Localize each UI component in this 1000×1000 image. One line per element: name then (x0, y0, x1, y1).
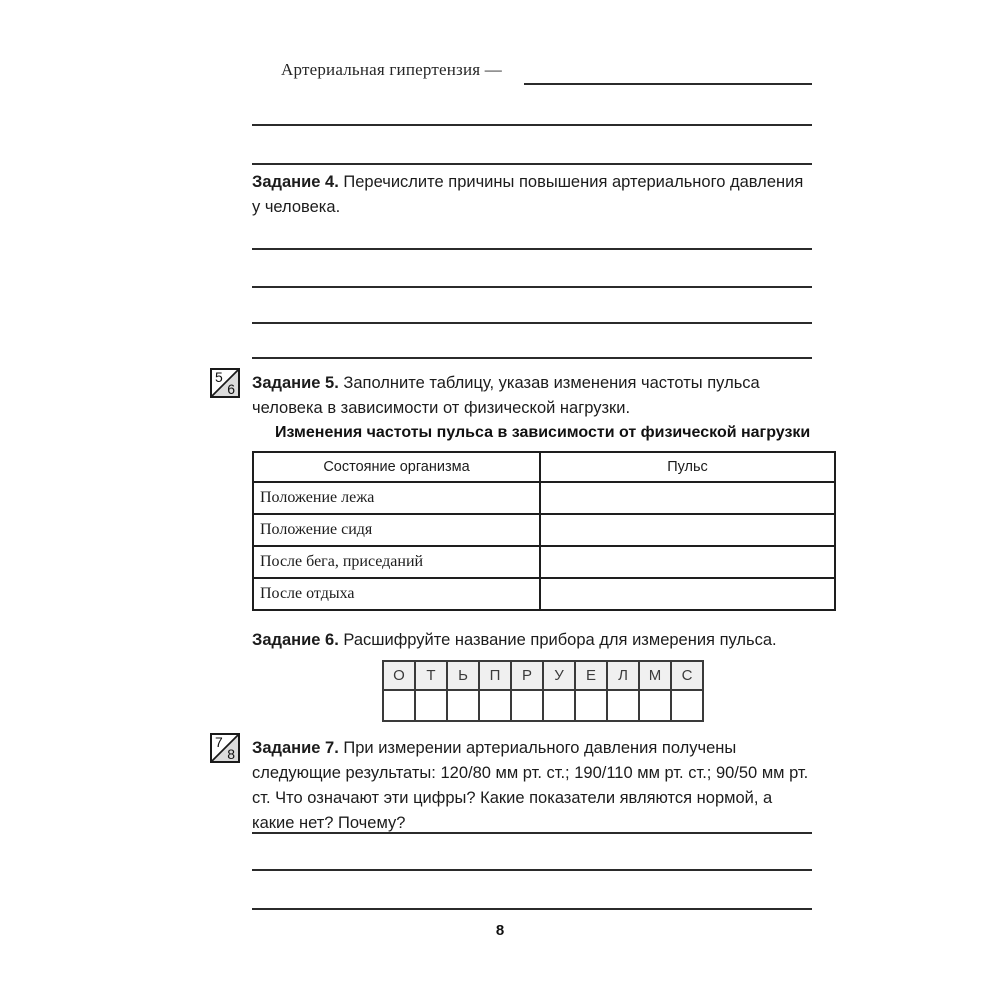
task-5-body: Заполните таблицу, указав изменения частоты пульса человека в зависимости от физической нагрузки. (252, 374, 760, 417)
badge-top-number: 5 (215, 369, 223, 385)
task-4-label: Задание 4. (252, 173, 339, 191)
answer-cell[interactable] (575, 690, 607, 721)
table-cell-pulse-blank[interactable] (540, 482, 835, 514)
answer-rule[interactable] (524, 83, 812, 85)
answer-rule[interactable] (252, 163, 812, 165)
task-7-body: При измерении артериального давления получены следующие результаты: 120/80 мм рт. ст.; 190/110 мм рт. ст.; 90/50 мм рт. ст. Что означают эти цифры? Какие показатели являются нормой, а какие нет? Почему? (252, 739, 809, 832)
table-row (253, 482, 835, 514)
table-cell-state: Положение лежа (253, 482, 540, 514)
table-cell-state: После отдыха (253, 578, 540, 610)
pulse-table-title: Изменения частоты пульса в зависимости от физической нагрузки (275, 424, 811, 441)
task-6-text (252, 628, 817, 653)
answer-cell[interactable] (671, 690, 703, 721)
answer-cell[interactable] (511, 690, 543, 721)
task-4-text (252, 170, 814, 220)
pulse-table (252, 451, 836, 611)
answer-cell[interactable] (479, 690, 511, 721)
task-5-text (252, 371, 817, 421)
letter-grid-answer-row (383, 690, 703, 721)
table-cell-pulse-blank[interactable] (540, 578, 835, 610)
task-7-label: Задание 7. (252, 739, 339, 757)
badge-bottom-number: 6 (227, 381, 235, 397)
task-6-body: Расшифруйте название прибора для измерения пульса. (338, 631, 777, 649)
task-7-page-badge (210, 733, 240, 763)
task-6-label: Задание 6. (252, 631, 339, 649)
task-5-label: Задание 5. (252, 374, 339, 392)
anagram-letter-grid (382, 660, 704, 722)
task-7-text (252, 736, 817, 836)
letter-cell: Ь (447, 661, 479, 690)
letter-cell: У (543, 661, 575, 690)
letter-cell: С (671, 661, 703, 690)
answer-cell[interactable] (415, 690, 447, 721)
answer-cell[interactable] (383, 690, 415, 721)
badge-bottom-number: 8 (227, 746, 235, 762)
table-row (253, 578, 835, 610)
answer-rule[interactable] (252, 124, 812, 126)
answer-rule[interactable] (252, 869, 812, 871)
letter-cell: Л (607, 661, 639, 690)
answer-rule[interactable] (252, 357, 812, 359)
table-cell-state: После бега, приседаний (253, 546, 540, 578)
letter-cell: О (383, 661, 415, 690)
table-cell-pulse-blank[interactable] (540, 514, 835, 546)
letter-cell: Т (415, 661, 447, 690)
table-header-row (253, 452, 835, 482)
answer-rule[interactable] (252, 286, 812, 288)
answer-rule[interactable] (252, 322, 812, 324)
task-4-body: Перечислите причины повышения артериального давления у человека. (252, 173, 804, 216)
badge-top-number: 7 (215, 734, 223, 750)
answer-cell[interactable] (639, 690, 671, 721)
header-definition-prompt: Артериальная гипертензия — (281, 60, 502, 79)
table-cell-state: Положение сидя (253, 514, 540, 546)
table-row (253, 514, 835, 546)
table-header-cell-pulse: Пульс (540, 452, 835, 482)
answer-rule[interactable] (252, 832, 812, 834)
answer-rule[interactable] (252, 908, 812, 910)
table-row (253, 546, 835, 578)
letter-cell: П (479, 661, 511, 690)
letter-grid-letters-row (383, 661, 703, 690)
table-header-cell-state: Состояние организма (253, 452, 540, 482)
letter-cell: М (639, 661, 671, 690)
letter-cell: Р (511, 661, 543, 690)
table-cell-pulse-blank[interactable] (540, 546, 835, 578)
answer-cell[interactable] (543, 690, 575, 721)
answer-cell[interactable] (607, 690, 639, 721)
answer-cell[interactable] (447, 690, 479, 721)
page-number: 8 (495, 922, 505, 939)
task-5-page-badge (210, 368, 240, 398)
letter-cell: Е (575, 661, 607, 690)
answer-rule[interactable] (252, 248, 812, 250)
